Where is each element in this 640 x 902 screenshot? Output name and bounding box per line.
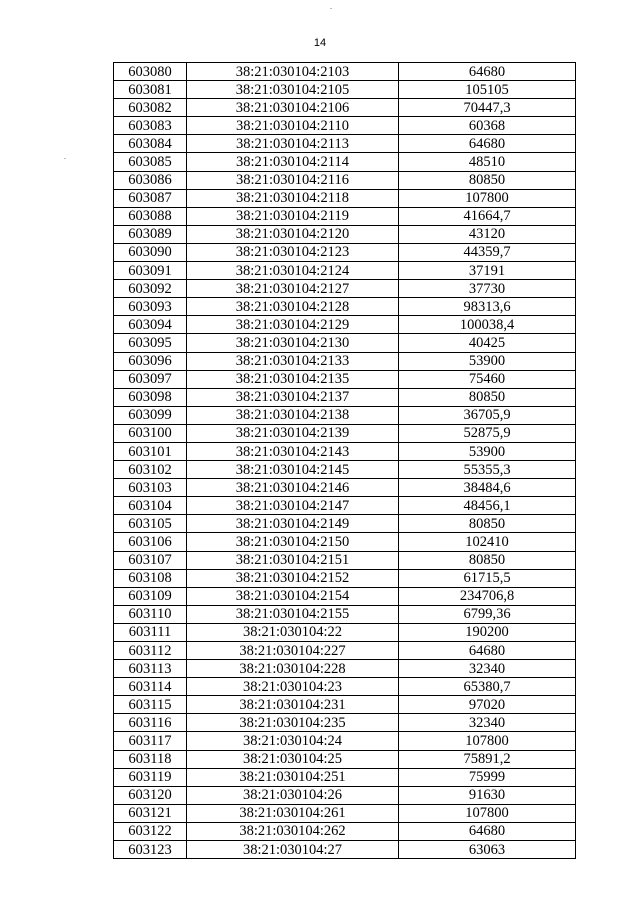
row-id-cell: 603087 [114, 189, 187, 207]
row-id-cell: 603112 [114, 642, 187, 660]
cadastral-table [113, 62, 576, 859]
value-cell: 64680 [399, 63, 576, 81]
row-id-cell: 603119 [114, 768, 187, 786]
value-cell: 37730 [399, 280, 576, 298]
value-cell: 38484,6 [399, 479, 576, 497]
row-id-cell: 603096 [114, 352, 187, 370]
value-cell: 64680 [399, 822, 576, 840]
value-cell: 63063 [399, 841, 576, 859]
cadastral-number-cell: 38:21:030104:2138 [187, 406, 399, 424]
row-id-cell: 603099 [114, 406, 187, 424]
table-row [114, 678, 576, 696]
row-id-cell: 603110 [114, 605, 187, 623]
table-row [114, 551, 576, 569]
row-id-cell: 603103 [114, 479, 187, 497]
table-row [114, 153, 576, 171]
cadastral-number-cell: 38:21:030104:26 [187, 786, 399, 804]
value-cell: 40425 [399, 334, 576, 352]
table-row [114, 605, 576, 623]
value-cell: 32340 [399, 660, 576, 678]
cadastral-number-cell: 38:21:030104:251 [187, 768, 399, 786]
value-cell: 60368 [399, 117, 576, 135]
cadastral-number-cell: 38:21:030104:2127 [187, 280, 399, 298]
row-id-cell: 603094 [114, 316, 187, 334]
table-row [114, 99, 576, 117]
cadastral-number-cell: 38:21:030104:231 [187, 696, 399, 714]
value-cell: 80850 [399, 515, 576, 533]
cadastral-number-cell: 38:21:030104:2124 [187, 262, 399, 280]
value-cell: 43120 [399, 225, 576, 243]
table-row [114, 660, 576, 678]
table-row [114, 316, 576, 334]
row-id-cell: 603114 [114, 678, 187, 696]
value-cell: 70447,3 [399, 99, 576, 117]
row-id-cell: 603092 [114, 280, 187, 298]
cadastral-number-cell: 38:21:030104:2120 [187, 225, 399, 243]
value-cell: 36705,9 [399, 406, 576, 424]
table-row [114, 207, 576, 225]
value-cell: 37191 [399, 262, 576, 280]
row-id-cell: 603118 [114, 750, 187, 768]
table-row [114, 135, 576, 153]
row-id-cell: 603111 [114, 623, 187, 641]
table-row [114, 280, 576, 298]
table-row [114, 696, 576, 714]
row-id-cell: 603088 [114, 207, 187, 225]
cadastral-number-cell: 38:21:030104:261 [187, 804, 399, 822]
row-id-cell: 603121 [114, 804, 187, 822]
table-row [114, 642, 576, 660]
table-row [114, 461, 576, 479]
table-row [114, 225, 576, 243]
cadastral-number-cell: 38:21:030104:2103 [187, 63, 399, 81]
table-row [114, 497, 576, 515]
cadastral-number-cell: 38:21:030104:22 [187, 623, 399, 641]
table-row [114, 442, 576, 460]
table-row [114, 569, 576, 587]
row-id-cell: 603104 [114, 497, 187, 515]
row-id-cell: 603098 [114, 388, 187, 406]
value-cell: 234706,8 [399, 587, 576, 605]
table-row [114, 822, 576, 840]
table-row [114, 841, 576, 859]
row-id-cell: 603113 [114, 660, 187, 678]
cadastral-number-cell: 38:21:030104:25 [187, 750, 399, 768]
row-id-cell: 603109 [114, 587, 187, 605]
cadastral-number-cell: 38:21:030104:2155 [187, 605, 399, 623]
cadastral-number-cell: 38:21:030104:2130 [187, 334, 399, 352]
row-id-cell: 603120 [114, 786, 187, 804]
cadastral-number-cell: 38:21:030104:23 [187, 678, 399, 696]
cadastral-number-cell: 38:21:030104:2110 [187, 117, 399, 135]
row-id-cell: 603097 [114, 370, 187, 388]
value-cell: 53900 [399, 442, 576, 460]
row-id-cell: 603085 [114, 153, 187, 171]
cadastral-number-cell: 38:21:030104:2118 [187, 189, 399, 207]
table-row [114, 587, 576, 605]
row-id-cell: 603091 [114, 262, 187, 280]
table-row [114, 533, 576, 551]
table-row [114, 804, 576, 822]
table-row [114, 243, 576, 261]
table-row [114, 479, 576, 497]
table-row [114, 623, 576, 641]
row-id-cell: 603117 [114, 732, 187, 750]
cadastral-number-cell: 38:21:030104:2146 [187, 479, 399, 497]
value-cell: 44359,7 [399, 243, 576, 261]
row-id-cell: 603101 [114, 442, 187, 460]
scan-speck [64, 158, 66, 159]
value-cell: 75460 [399, 370, 576, 388]
value-cell: 105105 [399, 81, 576, 99]
table-row [114, 352, 576, 370]
table-row [114, 388, 576, 406]
row-id-cell: 603090 [114, 243, 187, 261]
value-cell: 6799,36 [399, 605, 576, 623]
value-cell: 41664,7 [399, 207, 576, 225]
row-id-cell: 603102 [114, 461, 187, 479]
row-id-cell: 603080 [114, 63, 187, 81]
table-row [114, 406, 576, 424]
row-id-cell: 603115 [114, 696, 187, 714]
table-row [114, 370, 576, 388]
table-row [114, 117, 576, 135]
table-row [114, 768, 576, 786]
cadastral-number-cell: 38:21:030104:227 [187, 642, 399, 660]
table-row [114, 298, 576, 316]
value-cell: 48510 [399, 153, 576, 171]
value-cell: 75999 [399, 768, 576, 786]
value-cell: 107800 [399, 189, 576, 207]
cadastral-number-cell: 38:21:030104:2145 [187, 461, 399, 479]
row-id-cell: 603083 [114, 117, 187, 135]
table-row [114, 171, 576, 189]
value-cell: 80850 [399, 551, 576, 569]
table-row [114, 750, 576, 768]
cadastral-number-cell: 38:21:030104:2143 [187, 442, 399, 460]
cadastral-number-cell: 38:21:030104:262 [187, 822, 399, 840]
cadastral-number-cell: 38:21:030104:2113 [187, 135, 399, 153]
cadastral-number-cell: 38:21:030104:228 [187, 660, 399, 678]
cadastral-number-cell: 38:21:030104:2119 [187, 207, 399, 225]
row-id-cell: 603100 [114, 424, 187, 442]
table-row [114, 262, 576, 280]
cadastral-number-cell: 38:21:030104:24 [187, 732, 399, 750]
value-cell: 91630 [399, 786, 576, 804]
table-row [114, 424, 576, 442]
value-cell: 190200 [399, 623, 576, 641]
row-id-cell: 603084 [114, 135, 187, 153]
table-body [114, 63, 576, 859]
row-id-cell: 603122 [114, 822, 187, 840]
cadastral-number-cell: 38:21:030104:2123 [187, 243, 399, 261]
cadastral-number-cell: 38:21:030104:2154 [187, 587, 399, 605]
value-cell: 53900 [399, 352, 576, 370]
cadastral-number-cell: 38:21:030104:2137 [187, 388, 399, 406]
cadastral-number-cell: 38:21:030104:2106 [187, 99, 399, 117]
row-id-cell: 603123 [114, 841, 187, 859]
cadastral-number-cell: 38:21:030104:2150 [187, 533, 399, 551]
value-cell: 32340 [399, 714, 576, 732]
value-cell: 97020 [399, 696, 576, 714]
row-id-cell: 603106 [114, 533, 187, 551]
table-row [114, 786, 576, 804]
table-row [114, 334, 576, 352]
value-cell: 75891,2 [399, 750, 576, 768]
value-cell: 52875,9 [399, 424, 576, 442]
value-cell: 65380,7 [399, 678, 576, 696]
row-id-cell: 603105 [114, 515, 187, 533]
value-cell: 64680 [399, 135, 576, 153]
scan-speck [330, 8, 332, 9]
cadastral-number-cell: 38:21:030104:2152 [187, 569, 399, 587]
value-cell: 100038,4 [399, 316, 576, 334]
table-row [114, 732, 576, 750]
row-id-cell: 603093 [114, 298, 187, 316]
value-cell: 107800 [399, 804, 576, 822]
cadastral-number-cell: 38:21:030104:2151 [187, 551, 399, 569]
row-id-cell: 603107 [114, 551, 187, 569]
value-cell: 107800 [399, 732, 576, 750]
cadastral-number-cell: 38:21:030104:2105 [187, 81, 399, 99]
cadastral-number-cell: 38:21:030104:2114 [187, 153, 399, 171]
row-id-cell: 603116 [114, 714, 187, 732]
cadastral-number-cell: 38:21:030104:235 [187, 714, 399, 732]
row-id-cell: 603095 [114, 334, 187, 352]
cadastral-number-cell: 38:21:030104:2135 [187, 370, 399, 388]
row-id-cell: 603082 [114, 99, 187, 117]
cadastral-number-cell: 38:21:030104:2147 [187, 497, 399, 515]
value-cell: 61715,5 [399, 569, 576, 587]
row-id-cell: 603108 [114, 569, 187, 587]
value-cell: 102410 [399, 533, 576, 551]
table-row [114, 189, 576, 207]
table-row [114, 81, 576, 99]
value-cell: 80850 [399, 388, 576, 406]
cadastral-number-cell: 38:21:030104:2128 [187, 298, 399, 316]
value-cell: 98313,6 [399, 298, 576, 316]
table-row [114, 714, 576, 732]
cadastral-number-cell: 38:21:030104:2129 [187, 316, 399, 334]
table-row [114, 63, 576, 81]
page-number: 14 [313, 37, 327, 49]
value-cell: 64680 [399, 642, 576, 660]
value-cell: 80850 [399, 171, 576, 189]
table-row [114, 515, 576, 533]
cadastral-number-cell: 38:21:030104:2116 [187, 171, 399, 189]
cadastral-number-cell: 38:21:030104:2139 [187, 424, 399, 442]
row-id-cell: 603089 [114, 225, 187, 243]
cadastral-number-cell: 38:21:030104:2149 [187, 515, 399, 533]
value-cell: 48456,1 [399, 497, 576, 515]
cadastral-number-cell: 38:21:030104:27 [187, 841, 399, 859]
row-id-cell: 603086 [114, 171, 187, 189]
row-id-cell: 603081 [114, 81, 187, 99]
value-cell: 55355,3 [399, 461, 576, 479]
cadastral-number-cell: 38:21:030104:2133 [187, 352, 399, 370]
